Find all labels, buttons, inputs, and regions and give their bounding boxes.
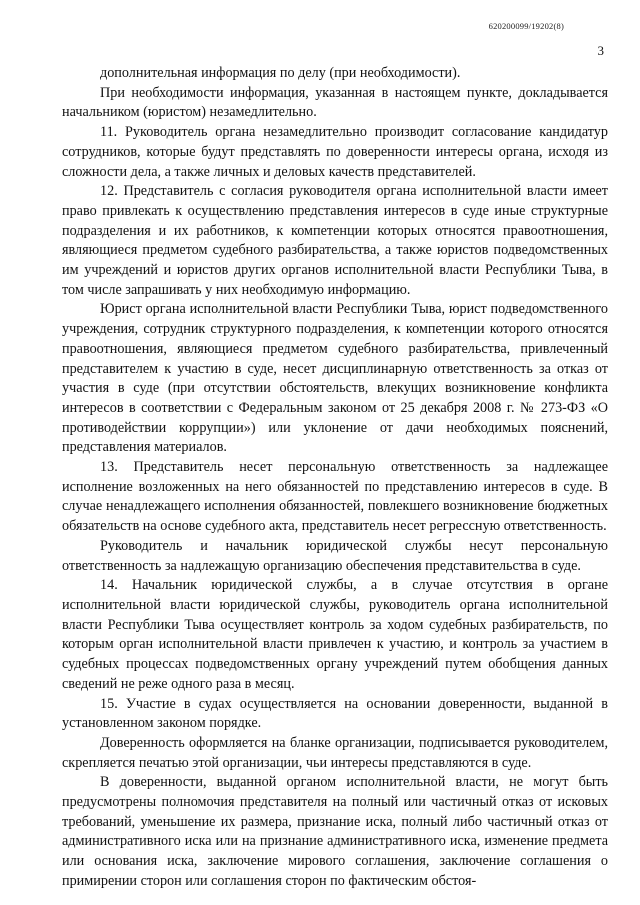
paragraph: 11. Руководитель органа незамедлительно производит согласование кандидатур сотрудников, которые будут представлять по доверенности интересы органа, исходя из сложности дела, а также личных и деловых качеств представителей. — [62, 124, 608, 180]
paragraph: 14. Начальник юридической службы, а в случае отсутствия в органе исполнительной власти юридической службы, руководитель органа исполнительной власти Республики Тыва осуществляет контроль за ходом судебных разбирательств, по которым орган исполнительной власти привлечен к участию, и контроль за участием в судебных процессах подведомственных органу учреждений путем обобщения данных сведений не реже одного раза в месяц. — [62, 577, 608, 692]
paragraph: Юрист органа исполнительной власти Республики Тыва, юрист подведомственного учреждения, сотрудник структурного подразделения, к компетенции которого относятся правоотношения, являющиеся предметом судебного разбирательства, привлеченный представителем к участию в суде, несет дисциплинарную ответственность за отказ от участия в суде (при отсутствии обстоятельств, влекущих возникновение конфликта интересов в соответствии с Федеральным законом от 25 декабря 2008 г. № 273-ФЗ «О противодействии коррупции») или уклонение от дачи необходимых пояснений, представления материалов. — [62, 301, 608, 456]
paragraph: При необходимости информация, указанная в настоящем пункте, докладывается начальником (юристом) незамедлительно. — [62, 84, 608, 121]
paragraph: Руководитель и начальник юридической службы несут персональную ответственность за надлежащую организацию обеспечения представительства в суде. — [62, 537, 608, 574]
paragraph: 13. Представитель несет персональную ответственность за надлежащее исполнение возложенных на него обязанностей по представлению интересов в суде. В случае ненадлежащего исполнения обязанностей, повлекшего возникновение бюджетных обязательств на основе судебного акта, представитель несет регрессную ответственность. — [62, 459, 608, 535]
paragraph: 12. Представитель с согласия руководителя органа исполнительной власти имеет право привлекать к осуществлению представления интересов в суде иные структурные подразделения и их работников, к компетенции которых относятся правоотношения, являющиеся предметом судебного разбирательства, а также юристов подведомственных им учреждений и юристов других органов исполнительной власти Республики Тыва, в том числе запрашивать у них необходимую информацию. — [62, 183, 608, 298]
document-body — [62, 64, 608, 892]
paragraph: Доверенность оформляется на бланке организации, подписывается руководителем, скрепляется печатью этой организации, чьи интересы представляются в суде. — [62, 734, 608, 771]
page-number: 3 — [597, 43, 604, 58]
paragraph: В доверенности, выданной органом исполнительной власти, не могут быть предусмотрены полномочия представителя на полный или частичный отказ от исковых требований, уменьшение их размера, признание иска, полный либо частичный отказ от административного иска или на признание административного иска, изменение предмета или основания иска, заключение мирового соглашения, заключение соглашения о примирении сторон или соглашения сторон по фактическим обстоя- — [62, 774, 608, 889]
paragraph: 15. Участие в судах осуществляется на основании доверенности, выданной в установленном законом порядке. — [62, 695, 608, 732]
paragraph: дополнительная информация по делу (при необходимости). — [100, 65, 461, 81]
document-id: 620200099/19202(8) — [488, 21, 564, 31]
